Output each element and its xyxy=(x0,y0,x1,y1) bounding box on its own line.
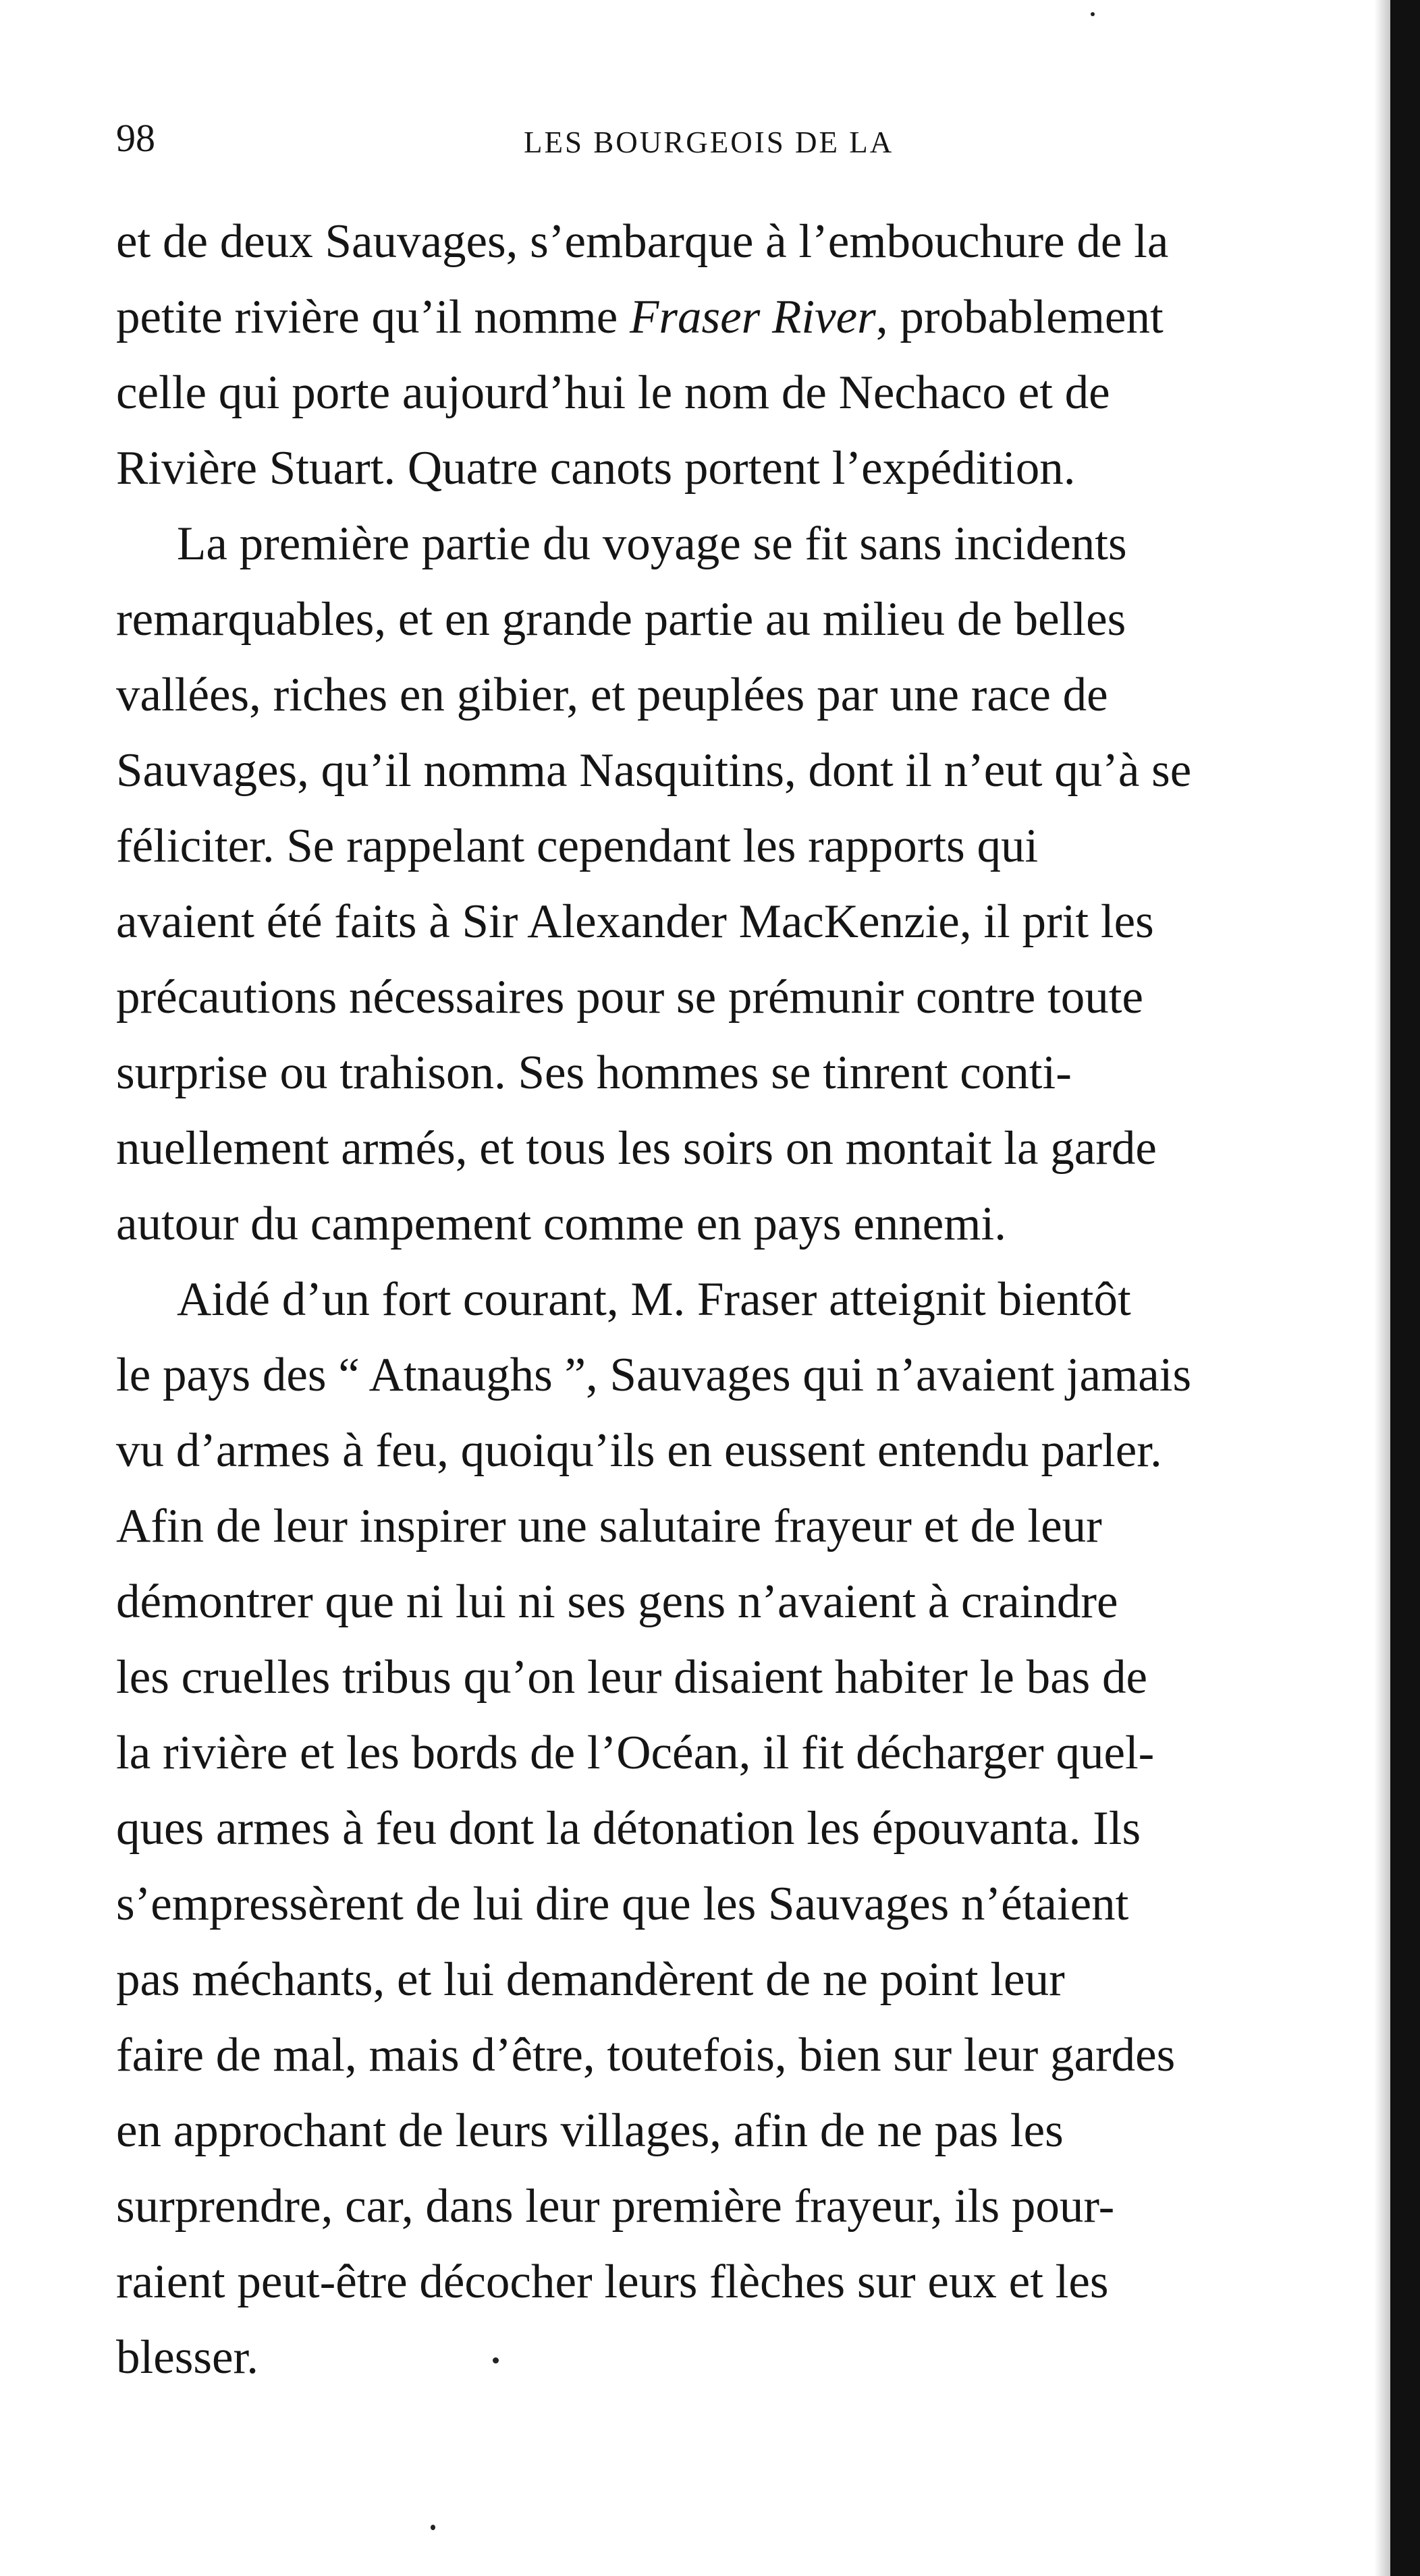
page-number: 98 xyxy=(116,116,155,160)
text-line: remarquables, et en grande partie au milieu de belles xyxy=(116,593,1126,646)
text-line: Sauvages, qu’il nomma Nasquitins, dont il n’eut qu’à se xyxy=(116,744,1192,797)
text-line: surprise ou trahison. Ses hommes se tinrent conti- xyxy=(116,1046,1072,1099)
page-header xyxy=(116,111,1385,165)
text-line: les cruelles tribus qu’on leur disaient habiter le bas de xyxy=(116,1651,1147,1704)
text-line: vu d’armes à feu, quoiqu’ils en eussent entendu parler. xyxy=(116,1424,1162,1477)
text-line: Afin de leur inspirer une salutaire frayeur et de leur xyxy=(116,1500,1102,1552)
text-line: ques armes à feu dont la détonation les épouvanta. Ils xyxy=(116,1802,1141,1855)
text-line: féliciter. Se rappelant cependant les rapports qui xyxy=(116,820,1039,872)
text-line: raient peut-être décocher leurs flèches sur eux et les xyxy=(116,2256,1109,2308)
text-segment: , probablement xyxy=(875,291,1164,343)
text-line: s’empressèrent de lui dire que les Sauvages n’étaient xyxy=(116,1878,1129,1930)
text-line: La première partie du voyage se fit sans incidents xyxy=(177,517,1127,570)
text-line: précautions nécessaires pour se prémunir contre toute xyxy=(116,971,1143,1024)
text-line: la rivière et les bords de l’Océan, il fit décharger quel- xyxy=(116,1727,1155,1779)
text-line: Aidé d’un fort courant, M. Fraser atteignit bientôt xyxy=(177,1273,1131,1326)
speck xyxy=(1091,12,1095,16)
speck xyxy=(493,2357,499,2363)
running-title: LES BOURGEOIS DE LA xyxy=(524,125,894,159)
speck xyxy=(431,2525,435,2530)
body-text xyxy=(116,204,1412,2395)
text-line: Rivière Stuart. Quatre canots portent l’expédition. xyxy=(116,442,1076,495)
text-line: en approchant de leurs villages, afin de ne pas les xyxy=(116,2104,1064,2157)
text-line: blesser. xyxy=(116,2331,258,2384)
text-line: faire de mal, mais d’être, toutefois, bien sur leur gardes xyxy=(116,2029,1176,2081)
text-segment: petite rivière qu’il nomme xyxy=(116,291,630,343)
text-line: surprendre, car, dans leur première frayeur, ils pour- xyxy=(116,2180,1115,2233)
text-line: démontrer que ni lui ni ses gens n’avaient à craindre xyxy=(116,1575,1118,1628)
text-line: vallées, riches en gibier, et peuplées par une race de xyxy=(116,669,1108,721)
text-line: avaient été faits à Sir Alexander MacKenzie, il prit les xyxy=(116,895,1154,948)
text-line xyxy=(116,279,1412,355)
text-line: autour du campement comme en pays ennemi. xyxy=(116,1198,1006,1250)
text-line: et de deux Sauvages, s’embarque à l’embouchure de la xyxy=(116,215,1169,268)
text-line: nuellement armés, et tous les soirs on montait la garde xyxy=(116,1122,1157,1175)
italic-place-name: Fraser River xyxy=(630,291,876,343)
text-line: celle qui porte aujourd’hui le nom de Nechaco et de xyxy=(116,366,1110,419)
text-line: le pays des “ Atnaughs ”, Sauvages qui n’avaient jamais xyxy=(116,1349,1192,1401)
text-line: pas méchants, et lui demandèrent de ne point leur xyxy=(116,1953,1065,2006)
